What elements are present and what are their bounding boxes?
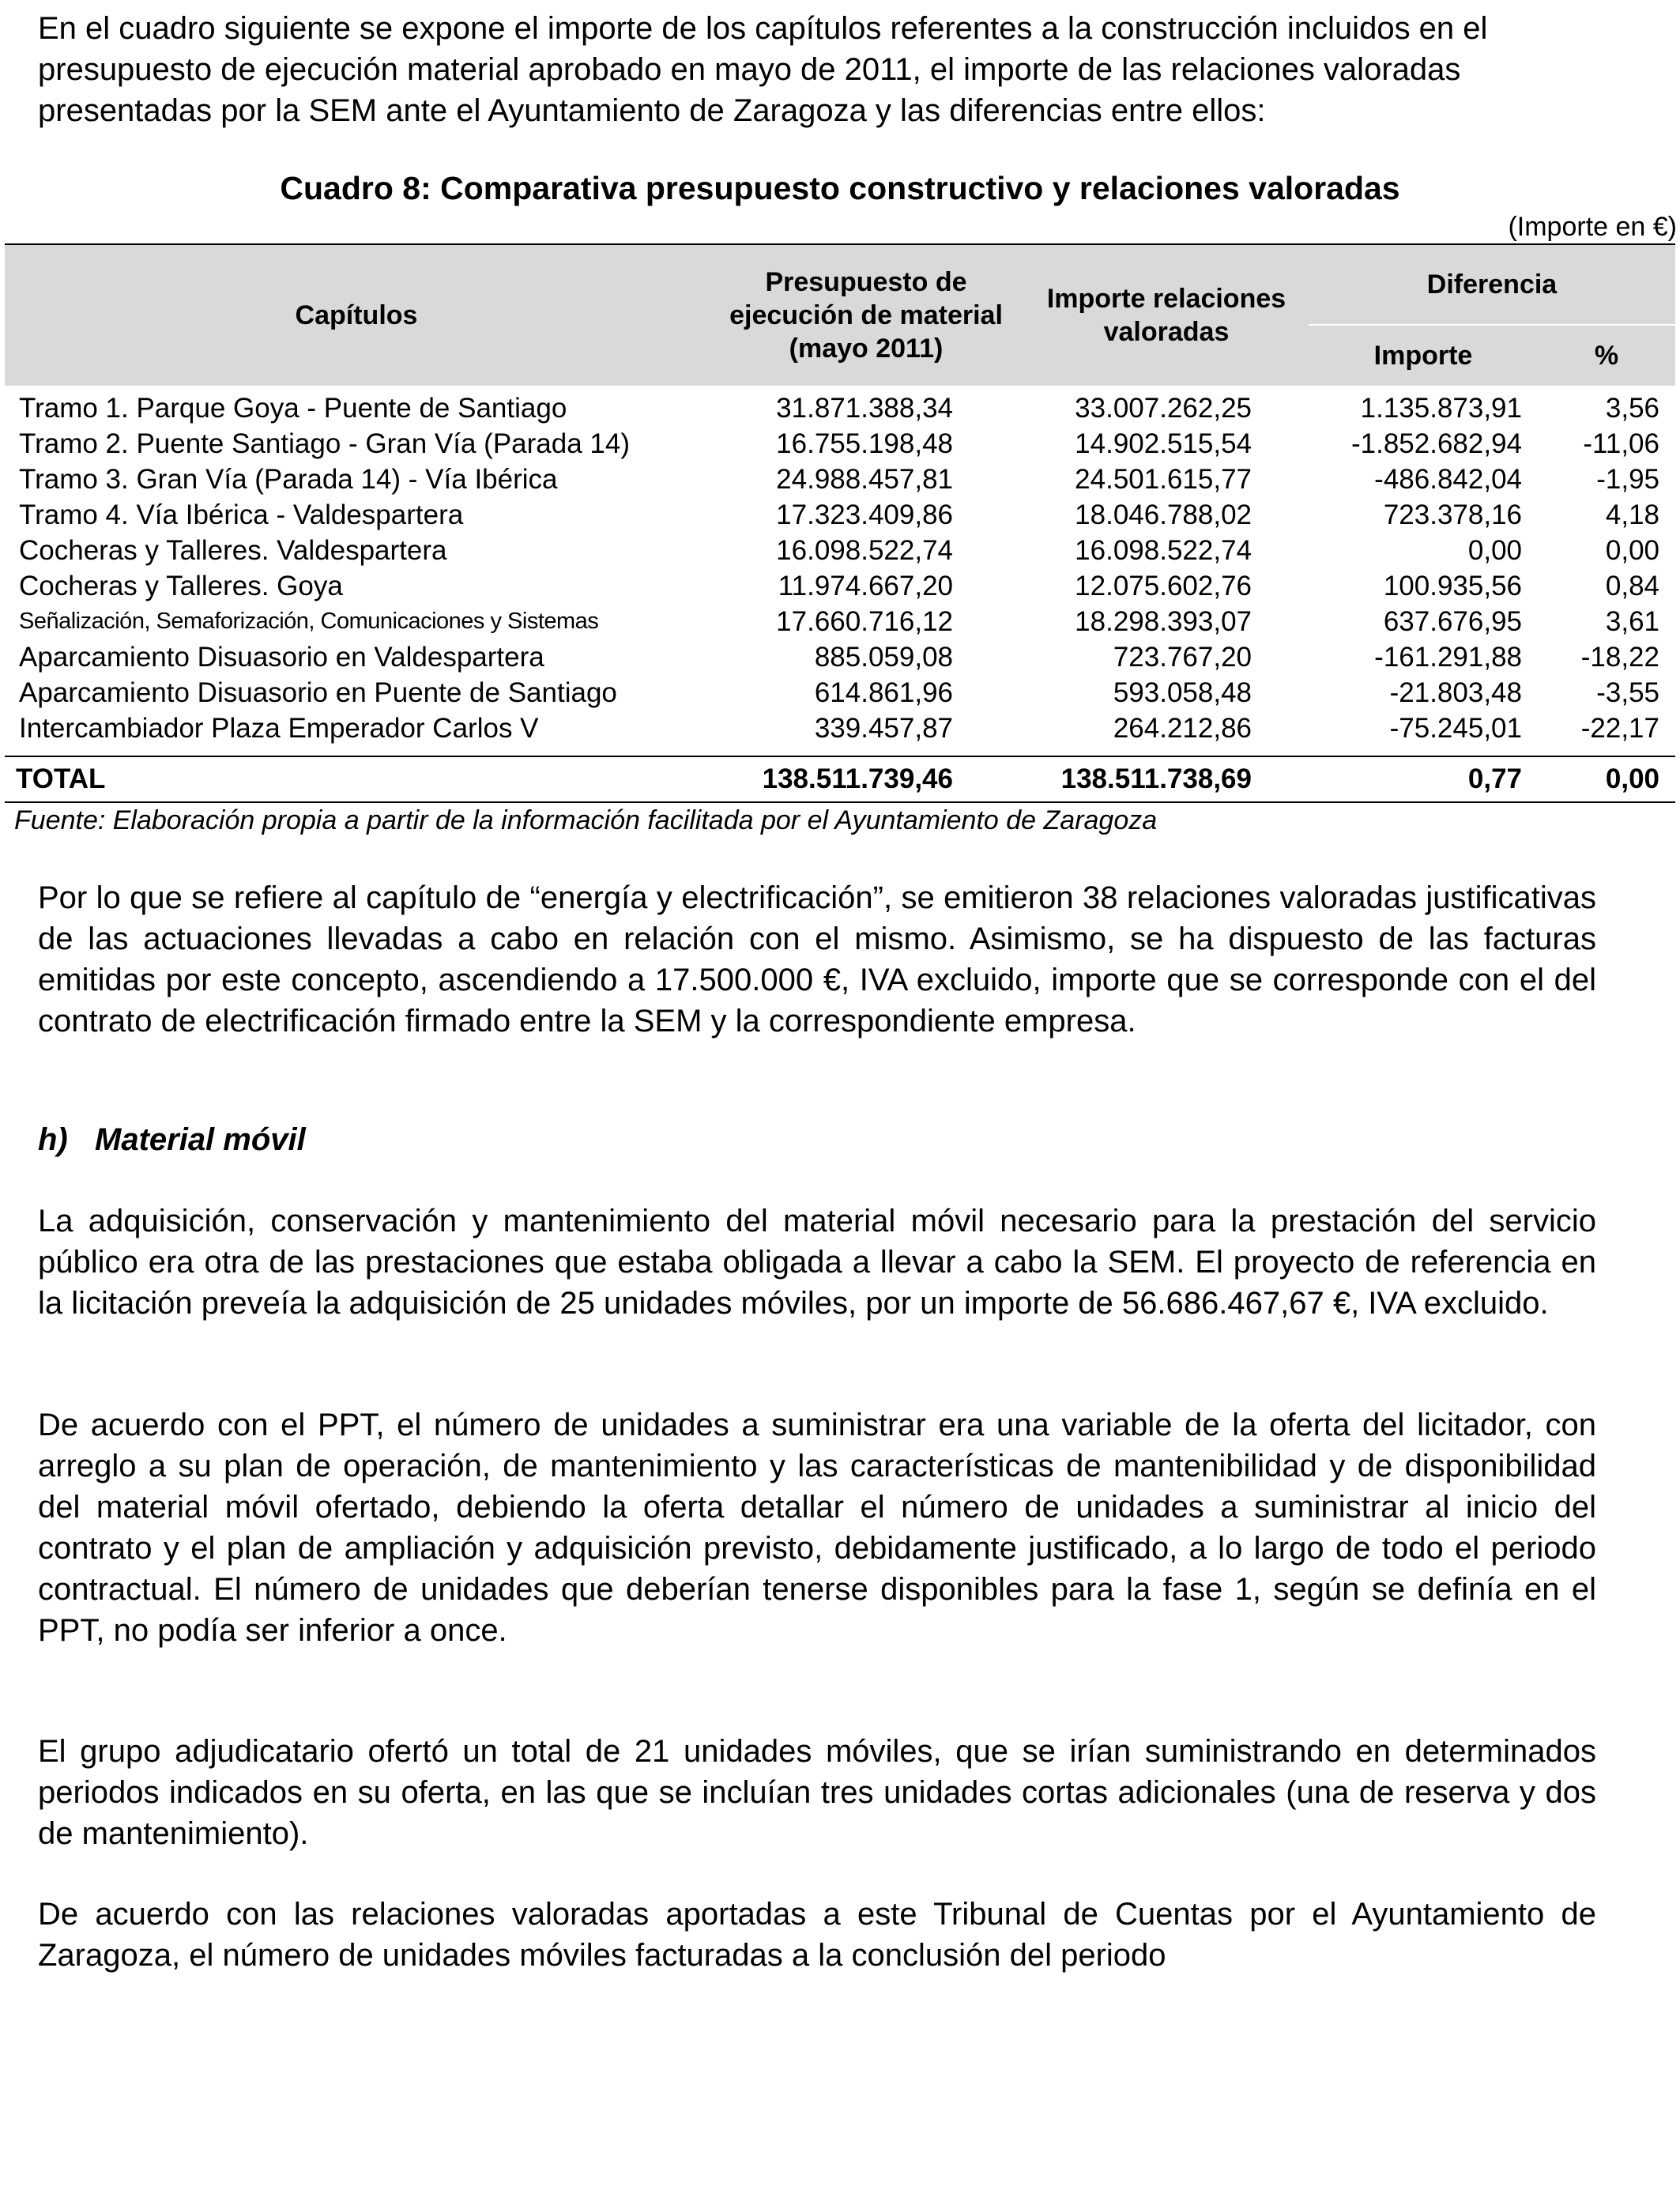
cell-presupuesto: 31.871.388,34: [776, 393, 953, 424]
cell-pct: 3,61: [1605, 606, 1659, 637]
table-row: [5, 568, 1675, 604]
cell-relaciones: 18.298.393,07: [1075, 606, 1252, 637]
cell-importe: 723.378,16: [1383, 499, 1522, 530]
cell-importe: 100.935,56: [1383, 571, 1522, 601]
cell-presupuesto: 11.974.667,20: [778, 571, 953, 601]
cell-presupuesto: 16.755.198,48: [776, 428, 953, 459]
table-row: [5, 497, 1675, 533]
cell-pct: 3,56: [1605, 393, 1659, 424]
paragraph-material-4: De acuerdo con las relaciones valoradas aportadas a este Tribunal de Cuentas por el Ayuntamiento de Zaragoza, el número de unidades móviles facturadas a la conclusión del periodo: [38, 1897, 1596, 1973]
row-label: Tramo 4. Vía Ibérica - Valdespartera: [19, 499, 464, 530]
section-letter: h): [38, 1122, 68, 1157]
cell-pct: -11,06: [1583, 428, 1659, 459]
cell-pct: -22,17: [1580, 713, 1659, 744]
comparison-table: [5, 243, 1675, 803]
table-row: [5, 533, 1675, 568]
cell-pct: -3,55: [1596, 677, 1659, 708]
table-row: [5, 462, 1675, 497]
cell-relaciones: 24.501.615,77: [1075, 464, 1252, 495]
cell-relaciones: 723.767,20: [1113, 642, 1252, 673]
cell-relaciones: 14.902.515,54: [1075, 428, 1252, 459]
header-pct: %: [1538, 325, 1675, 386]
section-title: Material móvil: [95, 1122, 306, 1157]
cell-pct: 4,18: [1605, 499, 1659, 530]
cell-relaciones: 12.075.602,76: [1075, 571, 1252, 601]
intro-paragraph: En el cuadro siguiente se expone el importe de los capítulos referentes a la construcción incluidos en el presupuesto de ejecución material aprobado en mayo de 2011, el importe de las relaciones valoradas presentadas por la SEM ante el Ayuntamiento de Zaragoza y las diferencias entre ellos:: [38, 11, 1488, 128]
table-row: [5, 426, 1675, 462]
comparison-table-wrapper: [5, 243, 1675, 803]
cell-importe: 1.135.873,91: [1360, 393, 1522, 424]
header-presupuesto: Presupuesto de ejecución de material (mayo 2011): [708, 244, 1024, 386]
row-label: Cocheras y Talleres. Goya: [19, 571, 343, 601]
table-row: [5, 711, 1675, 756]
cell-pct: 0,00: [1605, 535, 1659, 566]
unit-note: (Importe en €): [1508, 212, 1677, 242]
cell-presupuesto: 16.098.522,74: [776, 535, 953, 566]
cell-importe: 0,00: [1467, 535, 1522, 566]
cell-importe: -486.842,04: [1374, 464, 1522, 495]
cell-relaciones: 593.058,48: [1113, 677, 1252, 708]
cell-presupuesto: 885.059,08: [814, 642, 953, 673]
cell-presupuesto: 17.660.716,12: [776, 606, 953, 637]
cell-presupuesto: 17.323.409,86: [776, 499, 953, 530]
paragraph-material-1: La adquisición, conservación y mantenimiento del material móvil necesario para la prestación del servicio público era otra de las prestaciones que estaba obligada a llevar a cabo la SEM. El proyecto de referencia en la licitación preveía la adquisición de 25 unidades móviles, por un importe de 56.686.467,67 €, IVA excluido.: [38, 1204, 1596, 1321]
header-relaciones: Importe relaciones valoradas: [1024, 244, 1309, 386]
cell-importe: 637.676,95: [1383, 606, 1522, 637]
table-source: Fuente: Elaboración propia a partir de la información facilitada por el Ayuntamiento de Zaragoza: [14, 805, 1158, 835]
cell-presupuesto: 24.988.457,81: [776, 464, 953, 495]
row-label: Aparcamiento Disuasorio en Puente de Santiago: [19, 677, 617, 708]
total-row: [5, 756, 1675, 802]
total-importe: 0,77: [1309, 756, 1538, 802]
row-label: Aparcamiento Disuasorio en Valdespartera: [19, 642, 544, 673]
cell-presupuesto: 339.457,87: [814, 713, 953, 744]
table-row: [5, 639, 1675, 675]
cell-importe: -21.803,48: [1389, 677, 1522, 708]
cell-relaciones: 16.098.522,74: [1075, 535, 1252, 566]
table-row: [5, 604, 1675, 639]
cell-pct: -18,22: [1580, 642, 1659, 673]
row-label: Tramo 2. Puente Santiago - Gran Vía (Parada 14): [19, 428, 631, 459]
cell-relaciones: 264.212,86: [1113, 713, 1252, 744]
paragraph-material-3: El grupo adjudicatario ofertó un total de 21 unidades móviles, que se irían suministrando en determinados periodos indicados en su oferta, en las que se incluían tres unidades cortas adicionales (una de reserva y dos de mantenimiento).: [38, 1734, 1596, 1851]
table-row: [5, 386, 1675, 426]
row-label: Tramo 3. Gran Vía (Parada 14) - Vía Ibérica: [19, 464, 558, 495]
total-presupuesto: 138.511.739,46: [708, 756, 1024, 802]
table-row: [5, 675, 1675, 711]
row-label: Intercambiador Plaza Emperador Carlos V: [19, 713, 539, 744]
header-importe: Importe: [1309, 325, 1538, 386]
table-caption: Cuadro 8: Comparativa presupuesto constructivo y relaciones valoradas: [280, 170, 1400, 206]
cell-pct: -1,95: [1596, 464, 1659, 495]
header-diferencia: Diferencia: [1309, 244, 1675, 325]
section-heading: [38, 1119, 306, 1160]
cell-pct: 0,84: [1605, 571, 1659, 601]
cell-relaciones: 18.046.788,02: [1075, 499, 1252, 530]
paragraph-material-2: De acuerdo con el PPT, el número de unidades a suministrar era una variable de la oferta del licitador, con arreglo a su plan de operación, de mantenimiento y las características de mantenibilidad y de disponibilidad del material móvil ofertado, debiendo la oferta detallar el número de unidades a suministrar al inicio del contrato y el plan de ampliación y adquisición previsto, debidamente justificado, a lo largo de todo el periodo contractual. El número de unidades que deberían tenerse disponibles para la fase 1, según se definía en el PPT, no podía ser inferior a once.: [38, 1408, 1596, 1648]
header-capitulos: Capítulos: [5, 244, 708, 386]
row-label: Señalización, Semaforización, Comunicaciones y Sistemas: [19, 609, 599, 634]
paragraph-energia: Por lo que se refiere al capítulo de “energía y electrificación”, se emitieron 38 relaciones valoradas justificativas de las actuaciones llevadas a cabo en relación con el mismo. Asimismo, se ha dispuesto de las facturas emitidas por este concepto, ascendiendo a 17.500.000 €, IVA excluido, importe que se corresponde con el del contrato de electrificación firmado entre la SEM y la correspondiente empresa.: [38, 880, 1596, 1039]
cell-importe: -1.852.682,94: [1350, 428, 1522, 459]
cell-importe: -75.245,01: [1389, 713, 1522, 744]
cell-presupuesto: 614.861,96: [814, 677, 953, 708]
cell-relaciones: 33.007.262,25: [1075, 393, 1252, 424]
total-relaciones: 138.511.738,69: [1024, 756, 1309, 802]
cell-importe: -161.291,88: [1374, 642, 1522, 673]
row-label: Tramo 1. Parque Goya - Puente de Santiago: [19, 393, 567, 424]
total-label: TOTAL: [5, 756, 708, 802]
row-label: Cocheras y Talleres. Valdespartera: [19, 535, 447, 566]
total-pct: 0,00: [1538, 756, 1675, 802]
